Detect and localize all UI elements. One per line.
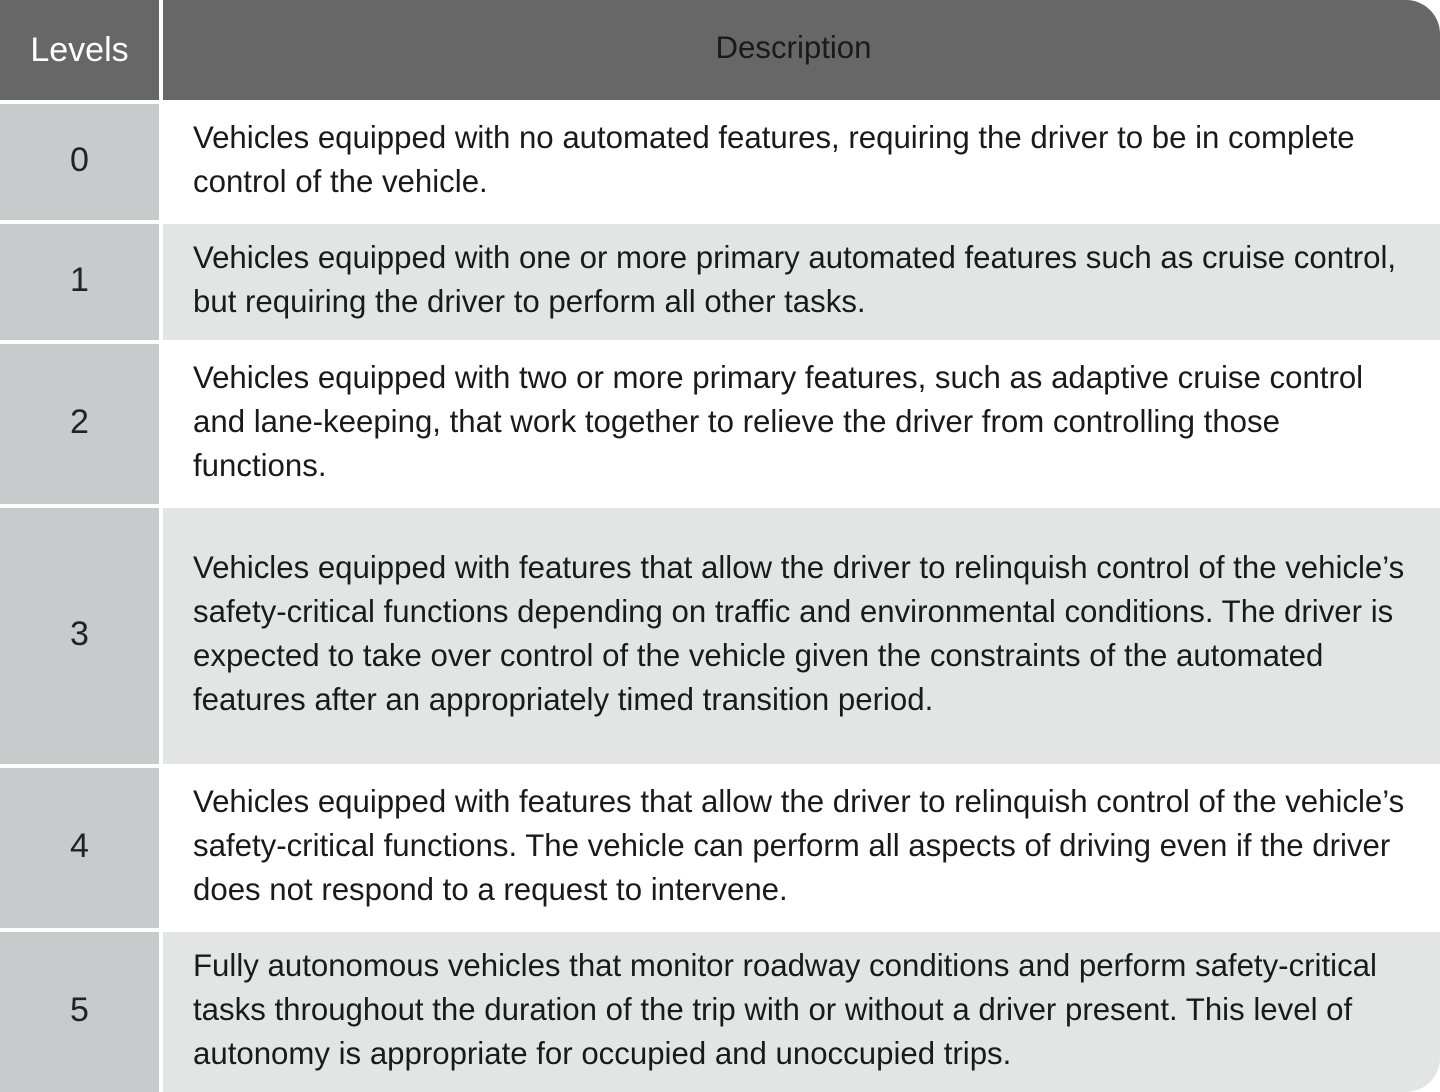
row-description: Vehicles equipped with features that allow the driver to relinquish control of the vehicle’s safety-critical functions. The vehicle can perform all aspects of driving even if the driver does not respond to a request to intervene.: [163, 768, 1440, 928]
row-level: 4: [0, 768, 159, 928]
header-description: Description: [163, 0, 1440, 100]
row-description: Vehicles equipped with one or more primary automated features such as cruise control, but requiring the driver to perform all other tasks.: [163, 224, 1440, 340]
table-row: [0, 768, 1440, 928]
table-row: [0, 224, 1440, 340]
row-level: 1: [0, 224, 159, 340]
row-level: 3: [0, 508, 159, 764]
row-level: 0: [0, 104, 159, 220]
header-levels: Levels: [0, 0, 159, 100]
table-row: [0, 508, 1440, 764]
row-description: Vehicles equipped with two or more primary features, such as adaptive cruise control and lane-keeping, that work together to relieve the driver from controlling those functions.: [163, 344, 1440, 504]
row-level: 5: [0, 932, 159, 1092]
row-description: Fully autonomous vehicles that monitor roadway conditions and perform safety-critical tasks throughout the duration of the trip with or without a driver present. This level of autonomy is appropriate for occupied and unoccupied trips.: [163, 932, 1440, 1092]
row-level: 2: [0, 344, 159, 504]
table-row: [0, 932, 1440, 1092]
row-description: Vehicles equipped with features that allow the driver to relinquish control of the vehicle’s safety-critical functions depending on traffic and environmental conditions. The driver is expected to take over control of the vehicle given the constraints of the automated features after an appropriately timed transition period.: [163, 508, 1440, 764]
table-header: [0, 0, 1440, 100]
row-description: Vehicles equipped with no automated features, requiring the driver to be in complete control of the vehicle.: [163, 104, 1440, 220]
table-row: [0, 344, 1440, 504]
table-row: [0, 104, 1440, 220]
